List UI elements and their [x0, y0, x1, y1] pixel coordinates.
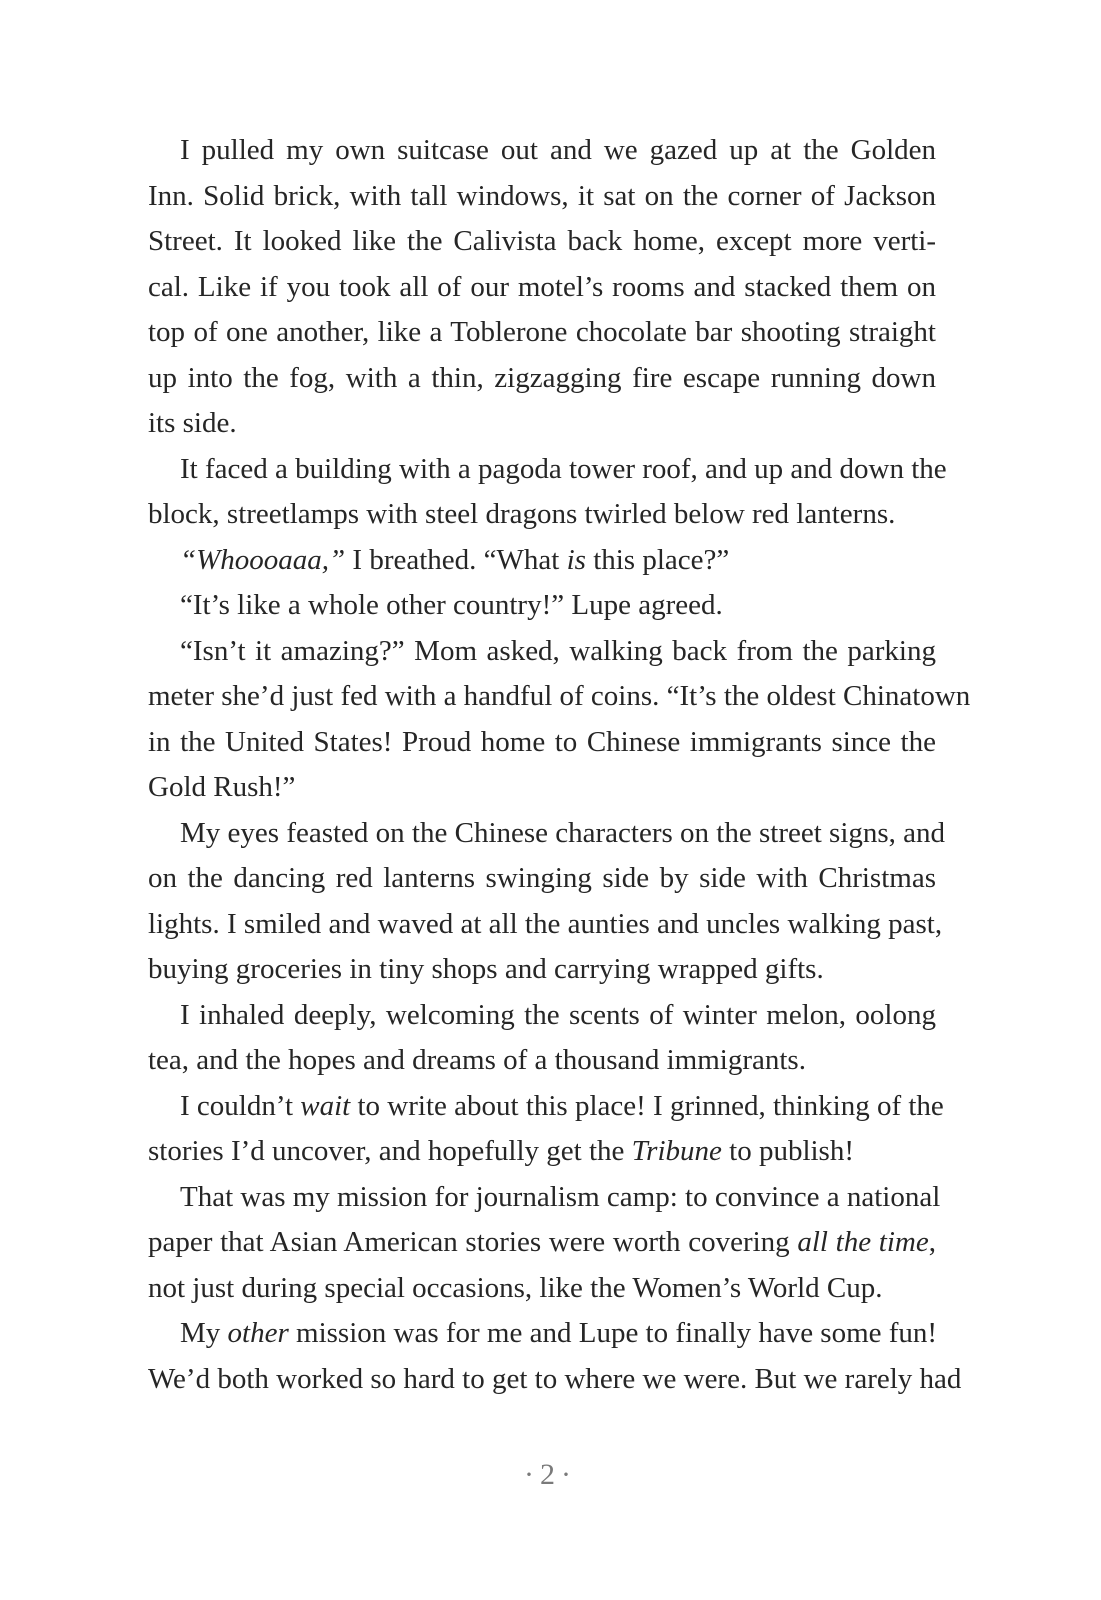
text-line: [148, 856, 936, 902]
text-run: My eyes feasted on the Chinese characters on the street signs, and: [180, 816, 946, 849]
text-run: block, streetlamps with steel dragons twirled below red lanterns.: [148, 498, 896, 530]
text-run: top of one another, like a Toblerone chocolate bar shooting straight: [148, 316, 936, 348]
text-line: [148, 401, 936, 447]
text-run: on the dancing red lanterns swinging side by side with Christmas: [148, 862, 936, 894]
text-line: [148, 902, 943, 948]
text-line: [148, 1129, 936, 1175]
text-run: Street. It looked like the Calivista back home, except more verti-: [148, 225, 936, 257]
paragraph: [148, 1311, 962, 1402]
text-run: meter she’d just fed with a handful of coins. “It’s the oldest Chinatown: [148, 680, 971, 712]
text-run: “Isn’t it amazing?” Mom asked, walking back from the parking: [180, 634, 936, 667]
paragraph: [148, 447, 947, 538]
italic-text: is: [566, 543, 586, 576]
page-body: [148, 128, 971, 1402]
text-run: Gold Rush!”: [148, 771, 296, 803]
paragraph: [148, 811, 946, 993]
text-line: [148, 583, 936, 629]
text-line: [148, 447, 947, 493]
text-line: [148, 811, 946, 857]
text-run: lights. I smiled and waved at all the aunties and uncles walking past,: [148, 907, 943, 940]
text-line: [148, 1266, 936, 1312]
text-run: its side.: [148, 407, 237, 439]
text-line: [148, 356, 936, 402]
text-run: this place?”: [585, 543, 730, 576]
italic-text: other: [227, 1317, 289, 1349]
page-number: [0, 1458, 1101, 1492]
italic-text: all the time: [797, 1226, 929, 1258]
page-number-value: 2: [540, 1458, 561, 1491]
italic-text: wait: [300, 1089, 351, 1122]
text-run: We’d both worked so hard to get to where we were. But we rarely had: [148, 1362, 962, 1395]
text-run: buying groceries in tiny shops and carrying wrapped gifts.: [148, 953, 824, 985]
text-run: My: [180, 1317, 228, 1349]
text-line: [148, 720, 936, 766]
text-line: [148, 629, 936, 675]
text-run: stories I’d uncover, and hopefully get the: [148, 1135, 632, 1167]
text-run: up into the fog, with a thin, zigzagging fire escape running down: [148, 361, 936, 394]
text-run: mission was for me and Lupe to finally have some fun!: [288, 1317, 938, 1349]
text-run: to publish!: [721, 1135, 855, 1167]
italic-text: Tribune: [631, 1135, 722, 1167]
text-run: It faced a building with a pagoda tower roof, and up and down the: [180, 452, 947, 485]
text-run: not just during special occasions, like the Women’s World Cup.: [148, 1271, 883, 1304]
text-line: [148, 1175, 941, 1221]
page-number-dot-right: ·: [561, 1458, 577, 1491]
paragraph: [148, 993, 936, 1084]
text-run: to write about this place! I grinned, thinking of the: [350, 1089, 944, 1122]
text-run: in the United States! Proud home to Chinese immigrants since the: [148, 725, 936, 758]
text-run: cal. Like if you took all of our motel’s rooms and stacked them on: [148, 270, 936, 303]
text-line: [148, 219, 936, 265]
paragraph: [148, 128, 936, 447]
text-line: [148, 538, 936, 584]
text-run: ,: [928, 1226, 936, 1258]
text-line: [148, 1220, 936, 1266]
text-line: [148, 1357, 962, 1403]
text-run: I inhaled deeply, welcoming the scents of winter melon, oolong: [180, 998, 936, 1031]
page-number-dot-left: ·: [524, 1458, 540, 1491]
text-run: “It’s like a whole other country!” Lupe agreed.: [180, 589, 723, 621]
paragraph: [148, 1175, 941, 1312]
paragraph: [148, 538, 936, 584]
text-run: paper that Asian American stories were worth covering: [148, 1226, 798, 1258]
text-run: tea, and the hopes and dreams of a thousand immigrants.: [148, 1044, 806, 1076]
text-line: [148, 765, 936, 811]
text-line: [148, 310, 936, 356]
paragraph: [148, 629, 971, 811]
text-run: Inn. Solid brick, with tall windows, it sat on the corner of Jackson: [148, 179, 936, 212]
text-line: [148, 1038, 936, 1084]
paragraph: [148, 583, 936, 629]
text-line: [148, 1311, 936, 1357]
text-line: [148, 174, 936, 220]
text-line: [148, 128, 936, 174]
text-run: I couldn’t: [180, 1089, 301, 1122]
text-line: [148, 265, 936, 311]
paragraph: [148, 1084, 944, 1175]
text-line: [148, 1084, 944, 1130]
text-run: I breathed. “What: [345, 543, 567, 576]
text-run: That was my mission for journalism camp: to convince a national: [180, 1180, 941, 1213]
text-run: I pulled my own suitcase out and we gazed up at the Golden: [180, 134, 936, 166]
text-line: [148, 993, 936, 1039]
text-line: [148, 674, 971, 720]
text-line: [148, 947, 936, 993]
italic-text: “Whoooaaa,”: [180, 543, 346, 576]
text-line: [148, 492, 936, 538]
